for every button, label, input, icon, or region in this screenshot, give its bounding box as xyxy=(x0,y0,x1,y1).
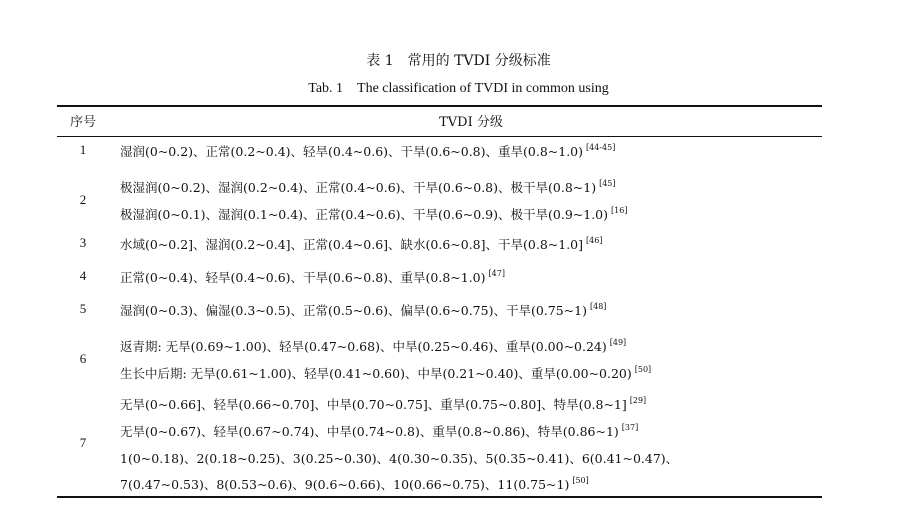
citation-ref: [48] xyxy=(589,302,607,311)
table-row-line xyxy=(120,268,505,286)
table-title: 表 1 常用的 TVDI 分级标准 xyxy=(366,53,551,69)
citation-ref: [46] xyxy=(586,236,603,245)
grading-text: 极湿润(0~0.1)、湿润(0.1~0.4)、正常(0.4~0.6)、干旱(0.6~0.9)、极干旱(0.9~1.0) xyxy=(120,207,609,222)
citation-ref: [37] xyxy=(621,423,639,432)
citation-ref: [16] xyxy=(611,206,628,215)
grading-text: 正常(0~0.4)、轻旱(0.4~0.6)、干旱(0.6~0.8)、重旱(0.8~1.0) xyxy=(120,270,486,285)
grading-text: 极湿润(0~0.2)、湿润(0.2~0.4)、正常(0.4~0.6)、干旱(0.6~0.8)、极干旱(0.8~1) xyxy=(120,180,597,195)
grading-text: 7(0.47~0.53)、8(0.53~0.6)、9(0.6~0.66)、10(0.66~0.75)、11(0.75~1) xyxy=(120,477,570,492)
row-index: 4 xyxy=(79,268,87,283)
header-rule xyxy=(57,136,822,137)
table-row-line xyxy=(120,395,646,413)
grading-text: 水域(0~0.2]、湿润(0.2~0.4]、正常(0.4~0.6]、缺水(0.6~0.8]、干旱(0.8~1.0] xyxy=(120,237,584,252)
grading-text: 湿润(0~0.3)、偏湿(0.3~0.5)、正常(0.5~0.6)、偏旱(0.6~0.75)、干旱(0.75~1) xyxy=(120,303,587,318)
row-index: 7 xyxy=(79,435,87,450)
citation-ref: [44-45] xyxy=(586,143,616,152)
citation-ref: [50] xyxy=(634,365,652,374)
bottom-rule xyxy=(57,496,822,498)
citation-ref: [47] xyxy=(488,269,505,278)
table-row-line xyxy=(120,449,678,467)
table-row-line xyxy=(120,142,615,160)
table-row-line xyxy=(120,364,651,382)
table-subtitle: Tab. 1 The classification of TVDI in common using xyxy=(308,81,609,96)
row-index: 6 xyxy=(79,350,87,366)
citation-ref: [45] xyxy=(599,179,616,188)
table-row-line xyxy=(120,422,638,440)
table-row-line xyxy=(120,301,606,319)
grading-text: 无旱(0~0.66]、轻旱(0.66~0.70]、中旱(0.70~0.75]、重旱(0.75~0.80]、特旱(0.8~1] xyxy=(120,397,627,412)
citation-ref: [49] xyxy=(609,338,627,347)
header-grading: TVDI 分级 xyxy=(439,115,503,130)
table-row-line xyxy=(120,475,589,493)
grading-text: 湿润(0~0.2)、正常(0.2~0.4)、轻旱(0.4~0.6)、干旱(0.6~0.8)、重旱(0.8~1.0) xyxy=(120,144,584,159)
header-index: 序号 xyxy=(69,115,96,130)
table-row-line xyxy=(120,178,616,196)
table-row-line xyxy=(120,235,602,253)
top-rule xyxy=(57,105,822,107)
row-index: 5 xyxy=(79,301,87,316)
grading-text: 返青期: 无旱(0.69~1.00)、轻旱(0.47~0.68)、中旱(0.25~0.46)、重旱(0.00~0.24) xyxy=(120,339,607,354)
table-row-line xyxy=(120,205,627,223)
citation-ref: [50] xyxy=(572,476,589,485)
grading-text: 1(0~0.18)、2(0.18~0.25)、3(0.25~0.30)、4(0.30~0.35)、5(0.35~0.41)、6(0.41~0.47)、 xyxy=(120,451,679,466)
row-index: 1 xyxy=(79,142,87,157)
grading-text: 无旱(0~0.67)、轻旱(0.67~0.74)、中旱(0.74~0.8)、重旱(0.8~0.86)、特旱(0.86~1) xyxy=(120,424,619,439)
citation-ref: [29] xyxy=(629,396,647,405)
table-row-line xyxy=(120,337,626,355)
grading-text: 生长中后期: 无旱(0.61~1.00)、轻旱(0.41~0.60)、中旱(0.21~0.40)、重旱(0.00~0.20) xyxy=(120,366,632,381)
row-index: 3 xyxy=(79,235,87,250)
row-index: 2 xyxy=(79,191,87,207)
